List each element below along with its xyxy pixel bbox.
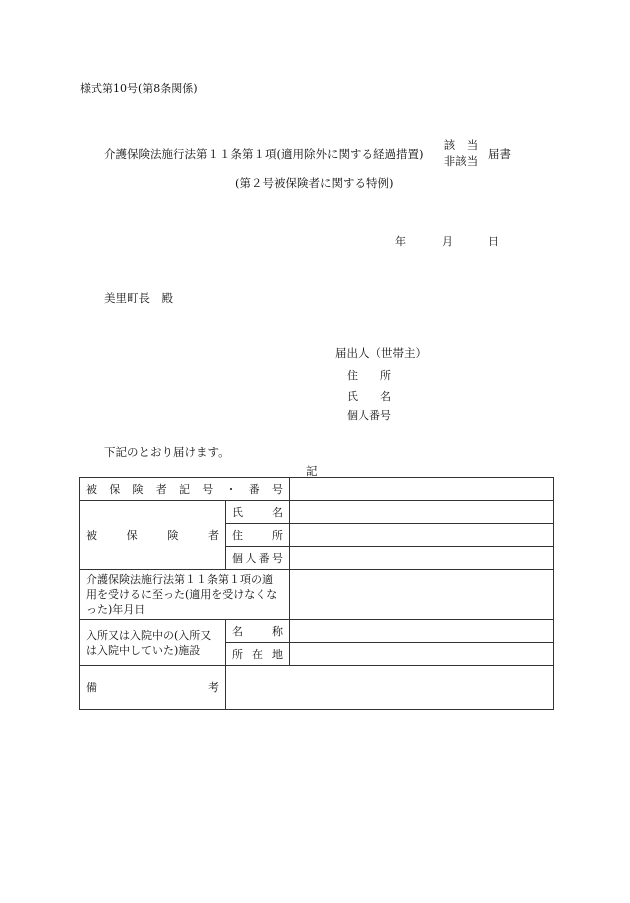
label-char: 氏 [232,505,243,519]
label-char: 険 [167,528,179,542]
label-char: 者 [207,528,219,542]
intro-text: 下記のとおり届けます。 [104,445,230,459]
insured-address-label [226,524,290,547]
spread-text [232,528,283,543]
facility-label: 入所又は入院中の(入所又は入院中していた)施設 [80,620,226,666]
label-char: 被 [86,482,97,496]
title-suffix: 届書 [488,147,511,161]
spread-text [232,551,283,566]
addressee: 美里町長 殿 [104,291,173,305]
table-row [80,478,554,501]
applied-date-field[interactable] [290,570,554,620]
label-char: 名 [272,505,283,519]
option-applicable: 該 当 [443,138,479,152]
label-char: 保 [109,482,121,496]
insured-name-field[interactable] [290,501,554,524]
label-char: 備 [86,681,97,694]
insured-personal-number-label [226,547,290,570]
insured-name-label [226,501,290,524]
form-subtitle: (第２号被保険者に関する特例) [235,176,394,190]
remarks-label [80,666,226,710]
spread-text [232,624,283,639]
table-row [80,570,554,620]
form-table [79,477,554,710]
label-char: 個 [232,551,243,565]
label-char: 険 [132,482,144,496]
title-applicability-options [442,137,480,169]
insured-address-field[interactable] [290,524,554,547]
label-char: 被 [86,528,97,542]
form-number: 様式第10号(第8条関係) [80,82,198,95]
table-row [80,666,554,710]
facility-location-label [226,643,290,666]
ki-heading: 記 [306,464,318,478]
label-char: 号 [272,482,283,496]
label-char: 名 [232,624,243,638]
table-row [80,620,554,643]
date-month-label: 月 [442,235,453,248]
label-char: 称 [272,624,283,638]
insured-symbol-number-label [80,478,290,501]
applicant-id-label: 個人番号 [347,409,391,422]
label-char: ・ [225,482,237,496]
applicant-name-label: 氏 名 [347,390,391,403]
spread-text [232,505,283,520]
applicant-label: 届出人（世帯主） [335,346,427,360]
label-char: 号 [271,551,283,565]
label-char: 考 [208,681,219,694]
table-row [80,501,554,524]
label-char: 番 [248,482,260,496]
label-char: 者 [155,482,167,496]
spread-text [86,680,219,695]
label-char: 人 [245,551,257,565]
spread-text [86,482,283,497]
label-char: 保 [126,528,138,542]
label-char: 所 [272,528,283,542]
spread-text [86,528,219,543]
applied-date-label: 介護保険法施行法第１１条第１項の適用を受けるに至った(適用を受けなくなった)年月日 [80,570,290,620]
facility-name-label [226,620,290,643]
facility-location-field[interactable] [290,643,554,666]
form-title: 介護保険法施行法第１１条第１項(適用除外に関する経過措置) [104,147,424,161]
label-char: 番 [258,551,270,565]
insured-personal-number-field[interactable] [290,547,554,570]
label-char: 記 [179,482,190,496]
spread-text [232,647,283,662]
option-not-applicable: 非該当 [443,154,479,168]
facility-name-field[interactable] [290,620,554,643]
label-char: 住 [232,528,243,542]
date-day-label: 日 [488,235,499,248]
remarks-field[interactable] [226,666,554,710]
label-char: 号 [202,482,214,496]
label-char: 在 [252,647,263,661]
applicant-address-label: 住 所 [347,369,391,382]
insured-symbol-number-field[interactable] [290,478,554,501]
label-char: 所 [232,647,243,661]
label-char: 地 [272,647,283,661]
insured-label [80,501,226,570]
date-year-label: 年 [395,235,406,248]
